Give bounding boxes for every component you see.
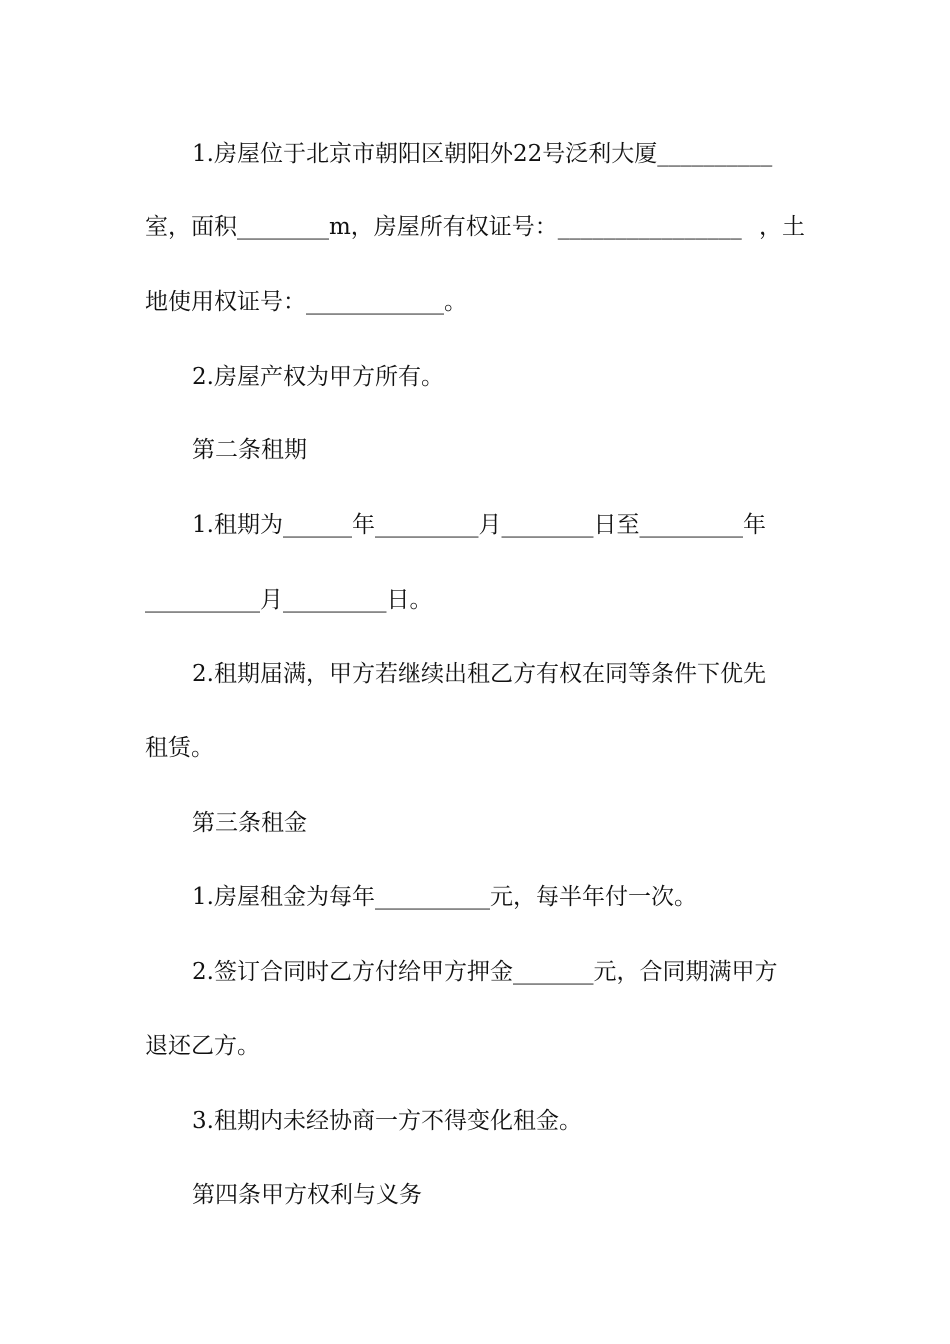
section-heading-term: 第二条租期 — [192, 437, 307, 463]
clause-1-line-3: 地使用权证号：____________。 — [145, 289, 467, 315]
rent-clause-2-line-1: 2.签订合同时乙方付给甲方押金_______元，合同期满甲方 — [192, 959, 778, 985]
rent-clause-1: 1.房屋租金为每年__________元，每半年付一次。 — [192, 884, 697, 910]
clause-1-line-2-text: 室，面积________m，房屋所有权证号：________________ — [145, 214, 742, 240]
rent-clause-3: 3.租期内未经协商一方不得变化租金。 — [192, 1108, 582, 1134]
clause-2: 2.房屋产权为甲方所有。 — [192, 364, 444, 390]
section-heading-party-a: 第四条甲方权利与义务 — [192, 1182, 422, 1208]
term-clause-1-line-1: 1.租期为______年_________月________日至_________年 — [192, 512, 766, 538]
clause-1-line-2 — [145, 207, 805, 247]
clause-1-line-1: 1.房屋位于北京市朝阳区朝阳外22号泛利大厦__________ — [192, 141, 773, 167]
term-clause-2-line-2: 租赁。 — [145, 735, 214, 761]
clause-1-line-2-end: ，土 — [759, 214, 805, 240]
term-clause-1-line-2: __________月_________日。 — [145, 587, 433, 613]
section-heading-rent: 第三条租金 — [192, 810, 307, 836]
term-clause-2-line-1: 2.租期届满，甲方若继续出租乙方有权在同等条件下优先 — [192, 661, 766, 687]
rent-clause-2-line-2: 退还乙方。 — [145, 1033, 260, 1059]
